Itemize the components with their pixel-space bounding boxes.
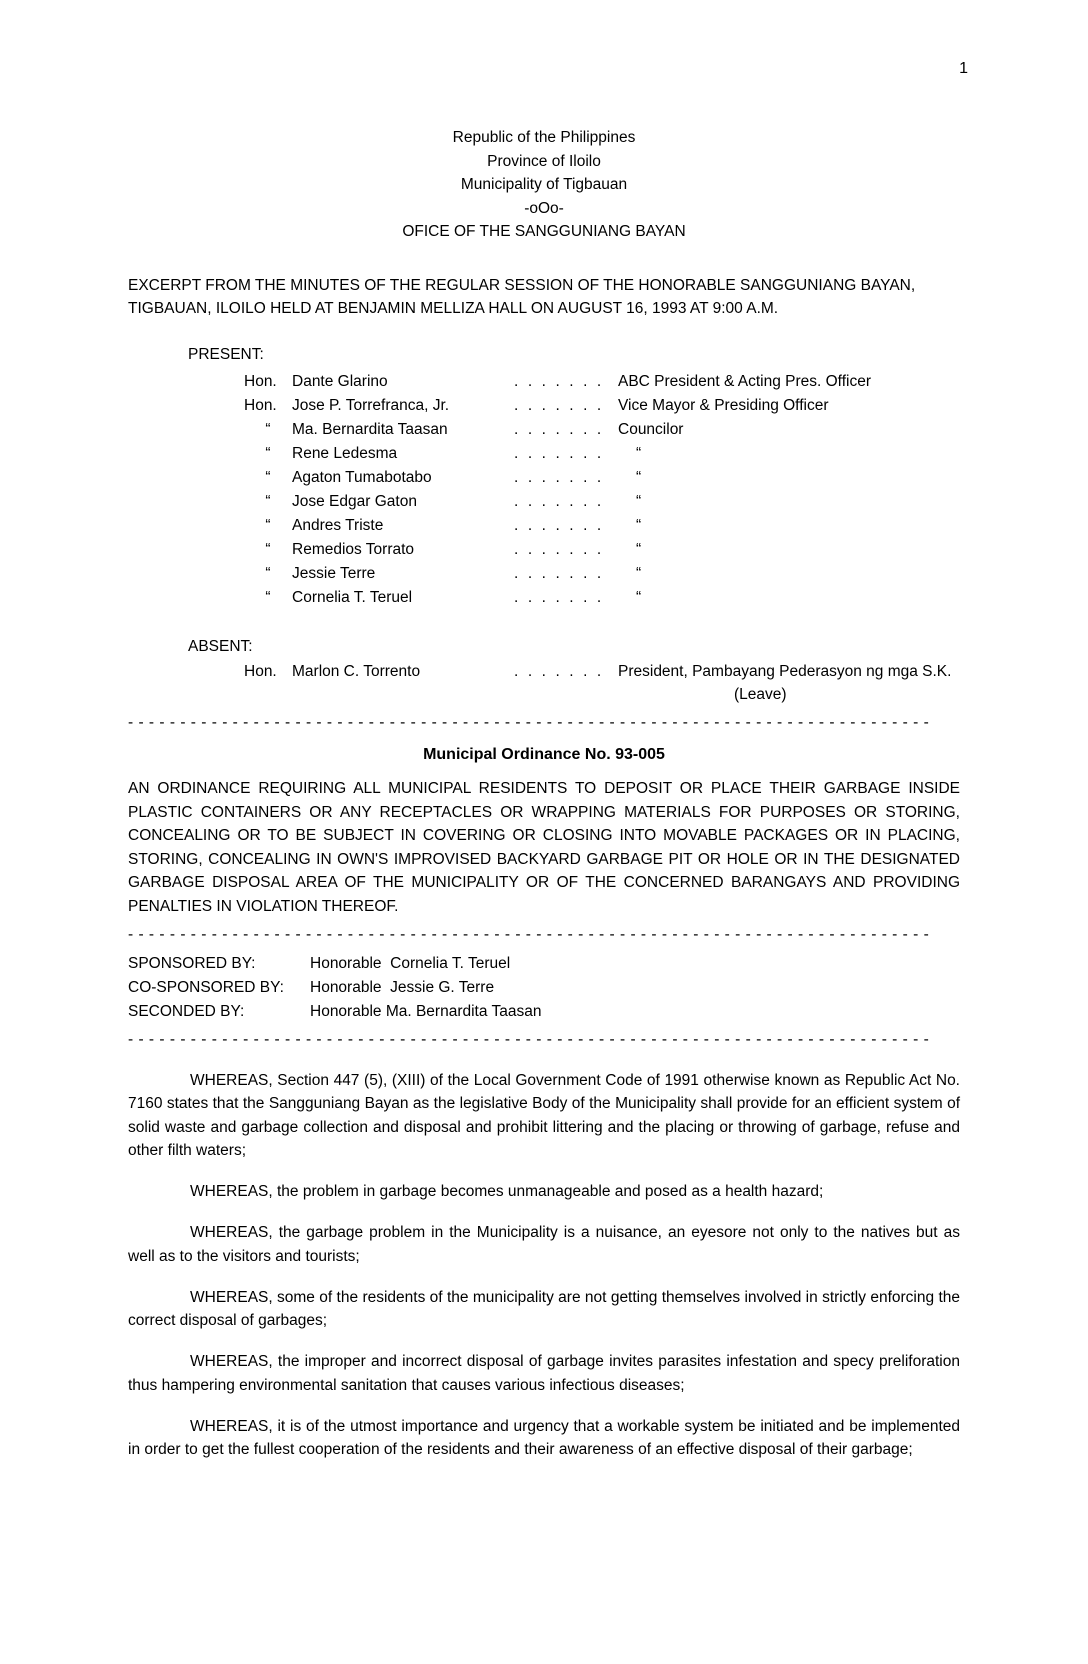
ordinance-body: AN ORDINANCE REQUIRING ALL MUNICIPAL RESIDENTS TO DEPOSIT OR PLACE THEIR GARBAGE INSIDE PLASTIC CONTAINERS OR ANY RECEPTACLES OR WRAPPING MATERIALS FOR PURPOSES OR STORING, CONCEALING OR TO BE SUBJECT IN COVERING OR CLOSING INTO MOVABLE PACKAGES OR IN PLACING, STORING, CONCEALING IN OWN'S IMPROVISED BACKYARD GARBAGE PIT OR HOLE OR IN THE DESIGNATED GARBAGE DISPOSAL AREA OF THE MUNICIPALITY OR OF THE CONCERNED BARANGAYS AND PROVIDING PENALTIES IN VIOLATION THEREOF. xyxy=(128,780,960,915)
present-row xyxy=(244,442,960,466)
present-label: PRESENT: xyxy=(188,346,264,364)
seconded-by-value: Honorable Ma. Bernardita Taasan xyxy=(310,1002,542,1020)
present-title: Hon. xyxy=(244,397,277,415)
present-role: “ xyxy=(636,445,642,463)
present-row xyxy=(244,538,960,562)
present-row xyxy=(244,370,960,394)
present-name: Jose P. Torrefranca, Jr. xyxy=(292,397,450,415)
present-title: Hon. xyxy=(244,373,277,391)
present-role: “ xyxy=(636,589,642,607)
whereas-paragraph: WHEREAS, the problem in garbage becomes unmanageable and posed as a health hazard; xyxy=(190,1183,824,1201)
present-role: Councilor xyxy=(618,421,684,439)
header-line-municipality: Municipality of Tigbauan xyxy=(460,176,628,194)
present-row xyxy=(244,586,960,610)
present-ditto-mark: “ xyxy=(265,421,271,439)
present-role: ABC President & Acting Pres. Officer xyxy=(618,373,871,391)
present-row xyxy=(244,394,960,418)
leader-dots: . . . . . . . xyxy=(514,445,604,463)
present-role: “ xyxy=(636,493,642,511)
present-name: Rene Ledesma xyxy=(292,445,398,463)
absent-note: (Leave) xyxy=(734,686,787,704)
sponsorship-block xyxy=(128,952,960,1023)
absent-label: ABSENT: xyxy=(188,638,253,656)
co-sponsored-by-row xyxy=(128,976,960,1000)
ordinance-title: Municipal Ordinance No. 93-005 xyxy=(423,746,665,764)
header-line-office: OFICE OF THE SANGGUNIANG BAYAN xyxy=(402,223,686,241)
leader-dots: . . . . . . . xyxy=(514,421,604,439)
present-row xyxy=(244,490,960,514)
present-ditto-mark: “ xyxy=(265,493,271,511)
absent-name: Marlon C. Torrento xyxy=(292,663,421,681)
present-ditto-mark: “ xyxy=(265,565,271,583)
header-line-province: Province of Iloilo xyxy=(487,152,601,170)
present-role: Vice Mayor & Presiding Officer xyxy=(618,397,829,415)
seconded-by-row xyxy=(128,1000,960,1024)
present-ditto-mark: “ xyxy=(265,589,271,607)
present-role: “ xyxy=(636,517,642,535)
seconded-by-label: SECONDED BY: xyxy=(128,1002,245,1020)
present-name: Ma. Bernardita Taasan xyxy=(292,421,448,439)
co-sponsored-by-label: CO-SPONSORED BY: xyxy=(128,978,284,996)
present-name: Dante Glarino xyxy=(292,373,388,391)
absent-row xyxy=(244,660,960,684)
page-number: 1 xyxy=(959,60,968,77)
header-line-republic: Republic of the Philippines xyxy=(452,129,636,146)
present-role: “ xyxy=(636,565,642,583)
leader-dots: . . . . . . . xyxy=(514,493,604,511)
leader-dots: . . . . . . . xyxy=(514,565,604,583)
present-ditto-mark: “ xyxy=(265,445,271,463)
present-role: “ xyxy=(636,469,642,487)
absent-list xyxy=(244,660,960,706)
divider-line-2: - - - - - - - - - - - - - - - - - - - - - - - - - - - - - - - - - - - - - - - - - - - - - - - - - - - - - - - - - - - - - - - - - - - - - - - - - - - - - xyxy=(128,926,930,944)
present-row xyxy=(244,562,960,586)
divider-line-3: - - - - - - - - - - - - - - - - - - - - - - - - - - - - - - - - - - - - - - - - - - - - - - - - - - - - - - - - - - - - - - - - - - - - - - - - - - - - - xyxy=(128,1031,930,1049)
leader-dots: . . . . . . . xyxy=(514,397,604,415)
present-ditto-mark: “ xyxy=(265,469,271,487)
present-name: Jessie Terre xyxy=(292,565,376,583)
present-row xyxy=(244,514,960,538)
excerpt-paragraph xyxy=(128,274,960,321)
leader-dots: . . . . . . . xyxy=(514,589,604,607)
whereas-paragraph: WHEREAS, it is of the utmost importance and urgency that a workable system be initiated and be implemented in order to get the fullest cooperation of the residents and their awareness of an effective disposal of their garbage; xyxy=(128,1417,960,1459)
co-sponsored-by-value: Honorable Jessie G. Terre xyxy=(310,978,495,996)
leader-dots: . . . . . . . xyxy=(514,373,604,391)
whereas-paragraph: WHEREAS, the improper and incorrect disposal of garbage invites parasites infestation and specy preliforation thus hampering environmental sanitation that causes various infectious diseases; xyxy=(128,1353,960,1394)
present-name: Cornelia T. Teruel xyxy=(292,589,413,607)
whereas-paragraph: WHEREAS, Section 447 (5), (XIII) of the Local Government Code of 1991 otherwise known as Republic Act No. 7160 states that the Sangguniang Bayan as the legislative Body of the Municipality shall provide for an efficient system of solid waste and garbage collection and disposal and prohibit littering and the placing or throwing of garbage, refuse and other filth waters; xyxy=(128,1072,960,1159)
leader-dots: . . . . . . . xyxy=(514,517,604,535)
absent-title: Hon. xyxy=(244,663,277,681)
present-ditto-mark: “ xyxy=(265,517,271,535)
sponsored-by-label: SPONSORED BY: xyxy=(128,955,256,973)
absent-role: President, Pambayang Pederasyon ng mga S.K. xyxy=(618,663,952,681)
present-row xyxy=(244,466,960,490)
present-role: “ xyxy=(636,541,642,559)
present-list xyxy=(244,370,960,610)
document-header xyxy=(128,126,960,244)
present-ditto-mark: “ xyxy=(265,541,271,559)
sponsored-by-value: Honorable Cornelia T. Teruel xyxy=(310,955,511,973)
present-name: Andres Triste xyxy=(292,517,384,535)
excerpt-line-1: EXCERPT FROM THE MINUTES OF THE REGULAR SESSION OF THE HONORABLE SANGGUNIANG BAYAN, xyxy=(128,276,916,294)
sponsored-by-row xyxy=(128,952,960,976)
present-name: Agaton Tumabotabo xyxy=(292,469,432,487)
whereas-paragraph: WHEREAS, some of the residents of the municipality are not getting themselves involved in strictly enforcing the correct disposal of garbages; xyxy=(128,1288,960,1330)
excerpt-line-2: TIGBAUAN, ILOILO HELD AT BENJAMIN MELLIZA HALL ON AUGUST 16, 1993 AT 9:00 A.M. xyxy=(128,299,779,317)
header-line-ornament: -oOo- xyxy=(524,199,564,217)
present-name: Remedios Torrato xyxy=(292,541,415,559)
present-row xyxy=(244,418,960,442)
present-name: Jose Edgar Gaton xyxy=(292,493,417,511)
whereas-paragraph: WHEREAS, the garbage problem in the Municipality is a nuisance, an eyesore not only to the natives but as well as to the visitors and tourists; xyxy=(128,1224,960,1265)
leader-dots: . . . . . . . xyxy=(514,541,604,559)
leader-dots: . . . . . . . xyxy=(514,663,604,681)
leader-dots: . . . . . . . xyxy=(514,469,604,487)
divider-line-1: - - - - - - - - - - - - - - - - - - - - - - - - - - - - - - - - - - - - - - - - - - - - - - - - - - - - - - - - - - - - - - - - - - - - - - - - - - - - - xyxy=(128,714,930,732)
